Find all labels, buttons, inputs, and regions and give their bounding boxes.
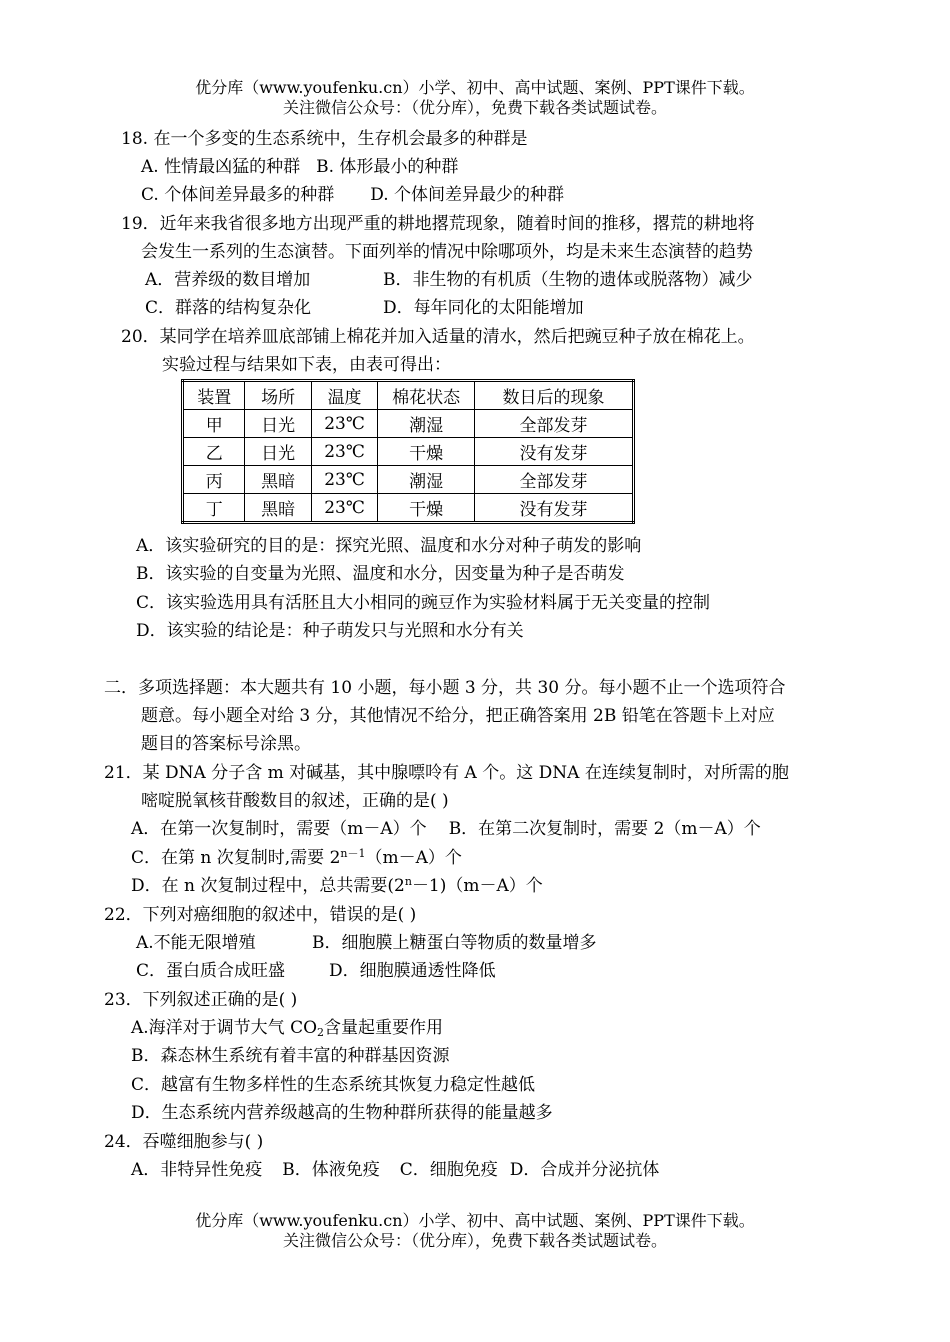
q18-option-row-2 — [141, 184, 564, 206]
q21-option-d: D．在 n 次复制过程中，总共需要$(2^n-1)(m-A)$个 — [131, 875, 543, 896]
q19-option-b: B．非生物的有机质（生物的遗体或脱落物）减少 — [383, 270, 753, 290]
q21-option-a: A．在第一次复制时，需要（m－A）个 — [131, 819, 427, 839]
q23-option-c: C．越富有生物多样性的生态系统其恢复力稳定性越低 — [131, 1075, 536, 1095]
table-cell: 全部发芽 — [474, 466, 633, 494]
q19-stem-1: 19．近年来我省很多地方出现严重的耕地撂荒现象，随着时间的推移，撂荒的耕地将 — [121, 214, 755, 234]
q23-option-b: B．森态林生系统有着丰富的种群基因资源 — [131, 1046, 450, 1066]
table-header-cell: 数日后的现象 — [474, 381, 633, 410]
table-cell: 23℃ — [311, 466, 377, 494]
q18-option-d: D. 个体间差异最少的种群 — [370, 185, 565, 205]
q21-stem-1: 21．某 DNA 分子含 m 对碱基，其中腺嘌呤有 A 个。这 DNA 在连续复制时，对所需的胞 — [104, 763, 789, 783]
table-cell: 全部发芽 — [474, 410, 633, 438]
table-cell: 23℃ — [311, 494, 377, 523]
table-cell: 丙 — [183, 466, 245, 494]
table-cell: 甲 — [183, 410, 245, 438]
table-row — [183, 438, 634, 466]
q20-option-d: D．该实验的结论是：种子萌发只与光照和水分有关 — [136, 621, 524, 641]
table-cell: 潮湿 — [378, 410, 475, 438]
q24-option-c: C．细胞免疫 — [399, 1160, 498, 1180]
q20-stem-1: 20．某同学在培养皿底部铺上棉花并加入适量的清水，然后把豌豆种子放在棉花上。 — [121, 327, 755, 347]
section-2-line-3: 题目的答案标号涂黑。 — [141, 734, 311, 754]
table-cell: 没有发芽 — [474, 438, 633, 466]
q18-stem: 18. 在一个多变的生态系统中，生存机会最多的种群是 — [121, 129, 528, 149]
q22-option-d: D．细胞膜通透性降低 — [329, 961, 496, 981]
table-header-cell: 装置 — [183, 381, 245, 410]
q24-option-b: B．体液免疫 — [282, 1160, 380, 1180]
q22-option-a: A.不能无限增殖 — [136, 933, 256, 953]
q19-option-row-1 — [145, 269, 753, 291]
table-cell: 干燥 — [378, 494, 475, 523]
q18-option-b: B. 体形最小的种群 — [316, 157, 459, 177]
q23-option-d: D．生态系统内营养级越高的生物种群所获得的能量越多 — [131, 1103, 553, 1123]
table-cell: 丁 — [183, 494, 245, 523]
table-cell: 日光 — [245, 410, 311, 438]
table-row — [183, 494, 634, 523]
q22-option-row-2 — [136, 960, 496, 982]
q22-option-b: B．细胞膜上糖蛋白等物质的数量增多 — [312, 933, 597, 953]
q23-stem: 23．下列叙述正确的是( ) — [104, 990, 298, 1010]
table-header-cell: 棉花状态 — [378, 381, 475, 410]
q23-option-a: A.海洋对于调节大气 $CO_2$含量起重要作用 — [131, 1018, 444, 1039]
q20-option-c: C．该实验选用具有活胚且大小相同的豌豆作为实验材料属于无关变量的控制 — [136, 593, 711, 613]
q19-stem-2: 会发生一系列的生态演替。下面列举的情况中除哪项外，均是未来生态演替的趋势 — [141, 242, 753, 262]
q24-option-row — [131, 1159, 659, 1181]
table-cell: 潮湿 — [378, 466, 475, 494]
q19-option-d: D．每年同化的太阳能增加 — [383, 298, 584, 318]
q20-option-a: A．该实验研究的目的是：探究光照、温度和水分对种子萌发的影响 — [136, 536, 642, 556]
table-header-row — [183, 381, 634, 410]
table-row — [183, 410, 634, 438]
table-cell: 23℃ — [311, 438, 377, 466]
q19-option-a: A．营养级的数目增加 — [145, 270, 311, 290]
table-header-cell: 温度 — [311, 381, 377, 410]
q24-stem: 24．吞噬细胞参与( ) — [104, 1132, 264, 1152]
table-cell: 乙 — [183, 438, 245, 466]
q20-stem-2: 实验过程与结果如下表，由表可得出： — [162, 355, 451, 375]
q21-option-row-1 — [131, 818, 761, 840]
q22-option-c: C．蛋白质合成旺盛 — [136, 961, 286, 981]
q22-stem: 22．下列对癌细胞的叙述中，错误的是( ) — [104, 905, 417, 925]
header-line-1: 优分库（www.youfenku.cn）小学、初中、高中试题、案例、PPT课件下载。 — [195, 78, 755, 97]
table-header-cell: 场所 — [245, 381, 311, 410]
table-cell: 23℃ — [311, 410, 377, 438]
q24-option-a: A．非特异性免疫 — [131, 1160, 263, 1180]
q21-option-b: B．在第二次复制时，需要 2（m－A）个 — [448, 819, 761, 839]
q20-option-b: B．该实验的自变量为光照、温度和水分，因变量为种子是否萌发 — [136, 564, 625, 584]
footer-line-1: 优分库（www.youfenku.cn）小学、初中、高中试题、案例、PPT课件下载。 — [195, 1211, 755, 1230]
header-line-2: 关注微信公众号：（优分库），免费下载各类试题试卷。 — [282, 98, 667, 117]
section-2-line-1: 二．多项选择题：本大题共有 10 小题，每小题 3 分，共 30 分。每小题不止一个选项符合 — [104, 678, 786, 698]
section-2-line-2: 题意。每小题全对给 3 分，其他情况不给分，把正确答案用 2B 铅笔在答题卡上对应 — [141, 706, 775, 726]
table-cell: 没有发芽 — [474, 494, 633, 523]
q19-option-c: C．群落的结构复杂化 — [145, 298, 312, 318]
q24-option-d: D．合成并分泌抗体 — [509, 1160, 660, 1180]
q18-option-a: A. 性情最凶猛的种群 — [141, 157, 301, 177]
footer-line-2: 关注微信公众号：（优分库），免费下载各类试题试卷。 — [282, 1231, 667, 1250]
table-cell: 日光 — [245, 438, 311, 466]
experiment-table — [181, 379, 635, 524]
q18-option-row-1 — [141, 156, 458, 178]
q22-option-row-1 — [136, 932, 597, 954]
table-cell: 干燥 — [378, 438, 475, 466]
q21-stem-2: 嘧啶脱氧核苷酸数目的叙述，正确的是( ) — [141, 791, 449, 811]
table-row — [183, 466, 634, 494]
table-cell: 黑暗 — [245, 494, 311, 523]
q19-option-row-2 — [145, 297, 584, 319]
q21-option-c: C．在第 n 次复制时,需要 $2^{n-1}(m-A)$个 — [131, 847, 462, 868]
table-cell: 黑暗 — [245, 466, 311, 494]
q18-option-c: C. 个体间差异最多的种群 — [141, 185, 335, 205]
